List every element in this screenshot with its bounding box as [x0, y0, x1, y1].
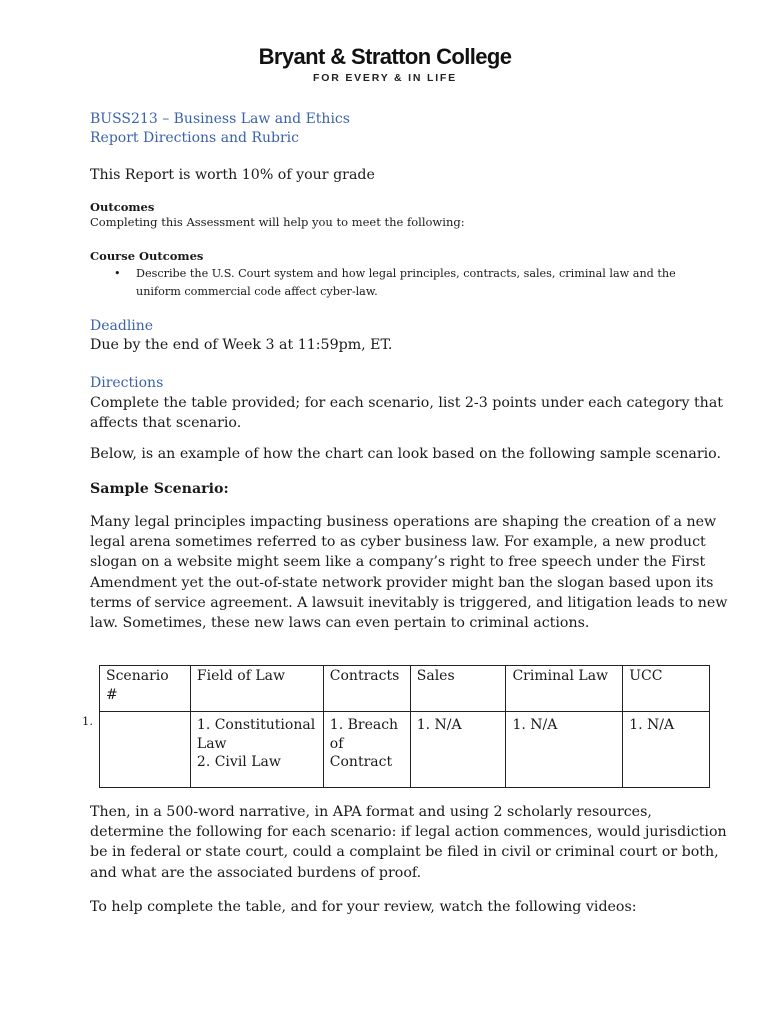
- cell-ucc: 1. N/A: [623, 712, 710, 788]
- cell-criminal-law: 1. N/A: [506, 712, 623, 788]
- column-header: UCC: [623, 666, 710, 712]
- column-header: Field of Law: [190, 666, 323, 712]
- videos-intro: To help complete the table, and for your review, watch the following videos:: [90, 899, 637, 915]
- row-number: 1.: [82, 714, 93, 728]
- sample-line: slogan on a website might seem like a company’s right to free speech under the First: [90, 554, 706, 571]
- bullet-icon: •: [114, 267, 121, 280]
- narrative-line: be in federal or state court, could a complaint be filed in civil or criminal court or both,: [90, 844, 719, 861]
- cell-line: Contract: [329, 754, 393, 770]
- cell-scenario: [100, 712, 191, 788]
- course-outcomes-list: [90, 265, 736, 300]
- grade-worth: This Report is worth 10% of your grade: [90, 167, 375, 183]
- outcomes-heading: Outcomes: [90, 200, 155, 214]
- cell-line: 1. Breach: [329, 717, 399, 733]
- college-logo: [250, 44, 520, 84]
- cell-line: of: [329, 735, 344, 752]
- list-item-line: uniform commercial code affect cyber-law.: [136, 284, 378, 298]
- sample-line: Many legal principles impacting business operations are shaping the creation of a new: [90, 514, 717, 530]
- logo-tagline: FOR EVERY & IN LIFE: [313, 72, 457, 84]
- sample-paragraph: [90, 512, 727, 633]
- course-title: BUSS213 – Business Law and Ethics: [90, 111, 350, 127]
- cell-line: Law: [196, 735, 227, 752]
- sample-heading: Sample Scenario:: [90, 481, 229, 497]
- sample-line: terms of service agreement. A lawsuit inevitably is triggered, and litigation leads to new: [90, 594, 728, 611]
- directions-line: affects that scenario.: [90, 415, 242, 432]
- course-outcomes-heading: Course Outcomes: [90, 249, 204, 263]
- cell-sales: 1. N/A: [410, 712, 506, 788]
- cell-line: 1. Constitutional: [196, 717, 316, 733]
- column-header: Scenario #: [100, 666, 191, 712]
- scenario-table: [99, 665, 710, 788]
- column-header: Contracts: [323, 666, 410, 712]
- logo-name: Bryant & Stratton College: [258, 44, 512, 69]
- narrative-line: determine the following for each scenario: if legal action commences, would jurisdiction: [90, 824, 727, 841]
- deadline-heading: Deadline: [90, 318, 154, 334]
- column-header: Criminal Law: [506, 666, 623, 712]
- outcomes-text: Completing this Assessment will help you to meet the following:: [90, 215, 465, 229]
- directions-line: Complete the table provided; for each scenario, list 2-3 points under each category that: [90, 395, 723, 411]
- narrative-line: Then, in a 500-word narrative, in APA format and using 2 scholarly resources,: [90, 804, 652, 820]
- directions-example: Below, is an example of how the chart can look based on the following sample scenario.: [90, 446, 721, 462]
- sample-line: law. Sometimes, these new laws can even pertain to criminal actions.: [90, 615, 590, 632]
- cell-field-of-law: [190, 712, 323, 788]
- narrative-line: and what are the associated burdens of proof.: [90, 864, 422, 881]
- cell-line: 2. Civil Law: [196, 754, 281, 770]
- course-subtitle: Report Directions and Rubric: [90, 130, 299, 146]
- table-row: [100, 712, 710, 788]
- narrative-paragraph: [90, 802, 727, 883]
- cell-contracts: [323, 712, 410, 788]
- table-header-row: [100, 666, 710, 712]
- sample-line: legal arena sometimes referred to as cyber business law. For example, a new product: [90, 534, 706, 551]
- list-item: [90, 265, 736, 300]
- directions-text: [90, 393, 723, 433]
- list-item-line: Describe the U.S. Court system and how legal principles, contracts, sales, criminal law and the: [136, 267, 676, 280]
- sample-line: Amendment yet the out-of-state network provider might ban the slogan based upon its: [90, 574, 714, 591]
- deadline-text: Due by the end of Week 3 at 11:59pm, ET.: [90, 337, 393, 353]
- directions-heading: Directions: [90, 375, 164, 391]
- column-header: Sales: [410, 666, 506, 712]
